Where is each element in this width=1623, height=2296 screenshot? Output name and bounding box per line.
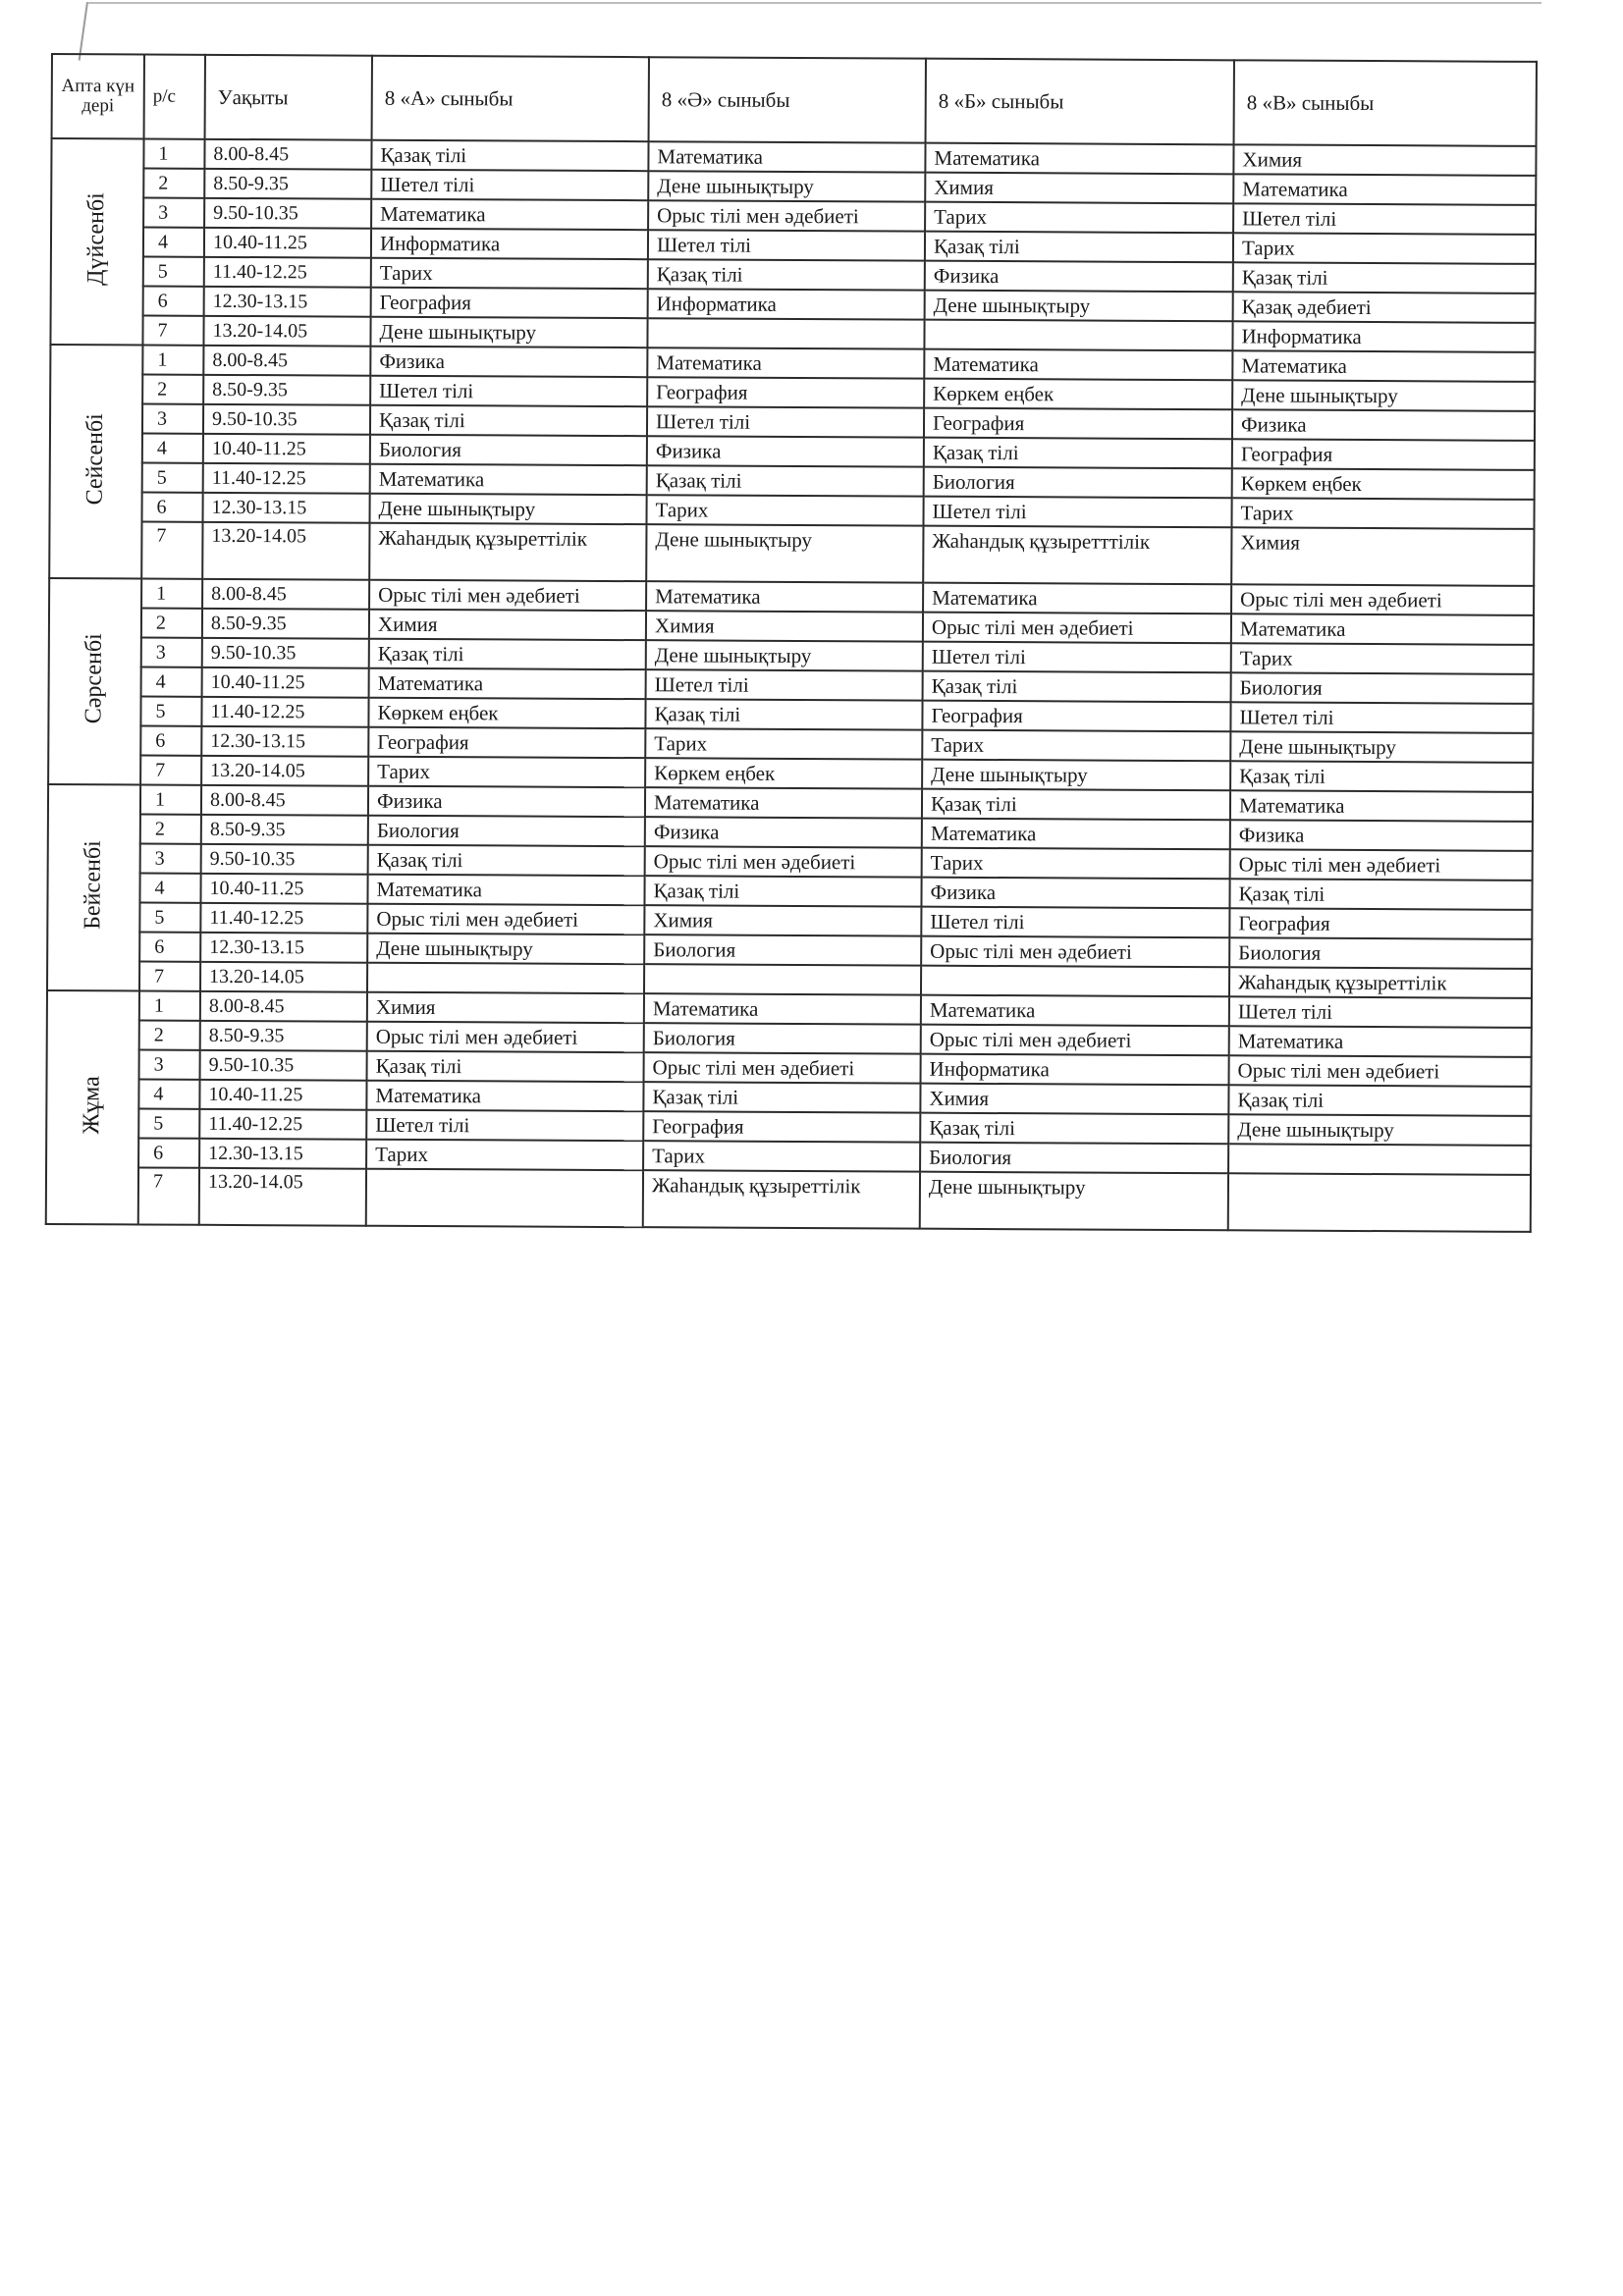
lesson-number: 5	[140, 696, 201, 725]
subject-8v: Жаһандық құзыреттілік	[1229, 967, 1532, 998]
subject-8a: Қазақ тілі	[367, 1051, 644, 1082]
subject-8a: Биология	[368, 816, 645, 846]
subject-8b: Дене шынықтыру	[922, 760, 1230, 791]
subject-8a: География	[368, 727, 645, 758]
weekday-label: Дүйсенбі	[82, 192, 110, 287]
subject-8a: Дене шынықтыру	[367, 934, 644, 964]
weekday-label: Сәрсенбі	[81, 633, 108, 724]
lesson-number: 3	[142, 403, 203, 433]
subject-8ae: Химия	[646, 611, 923, 641]
subject-8b: Биология	[920, 1143, 1228, 1174]
subject-8v: Орыс тілі мен әдебиеті	[1230, 849, 1533, 881]
lesson-number: 3	[140, 843, 201, 873]
subject-8a: Шетел тілі	[366, 1110, 643, 1141]
lesson-time: 8.50-9.35	[203, 375, 370, 405]
lesson-number: 7	[142, 315, 203, 345]
weekday-cell	[48, 578, 141, 784]
subject-8a: Орыс тілі мен әдебиеті	[367, 1022, 644, 1052]
subject-8b: Қазақ тілі	[922, 789, 1230, 821]
subject-8v: Қазақ тілі	[1230, 761, 1533, 792]
subject-8ae: География	[647, 377, 924, 407]
lesson-time: 10.40-11.25	[199, 1080, 366, 1110]
lesson-number: 6	[139, 932, 200, 961]
subject-8b: Биология	[924, 467, 1232, 499]
subject-8v: Орыс тілі мен әдебиеті	[1231, 584, 1534, 615]
subject-8a: Дене шынықтыру	[370, 317, 647, 347]
lesson-time: 10.40-11.25	[202, 667, 369, 698]
lesson-row	[46, 1167, 1531, 1232]
subject-8b: Шетел тілі	[923, 642, 1231, 673]
subject-8a: Биология	[370, 435, 647, 465]
subject-8ae: Биология	[644, 934, 921, 965]
header-class-8v: 8 «В» сыныбы	[1234, 60, 1537, 146]
header-lesson-number: р/с	[144, 54, 205, 138]
subject-8ae: Тарих	[646, 495, 923, 525]
header-time: Уақыты	[205, 55, 372, 140]
subject-8a: Математика	[370, 464, 647, 495]
subject-8ae	[647, 318, 924, 348]
subject-8a: Математика	[371, 199, 648, 230]
subject-8a: Жаһандық құзыреттілік	[369, 523, 646, 581]
lesson-time: 8.00-8.45	[204, 139, 371, 170]
lesson-number: 3	[143, 197, 204, 227]
lesson-time: 12.30-13.15	[204, 287, 371, 317]
subject-8ae: Көркем еңбек	[645, 758, 922, 788]
subject-8a: Химия	[369, 610, 646, 640]
schedule-table	[45, 53, 1538, 1233]
subject-8b: Жаһандық құзыретттілік	[923, 526, 1231, 585]
weekday-label: Жұма	[79, 1075, 105, 1135]
subject-8ae: Биология	[644, 1023, 921, 1053]
subject-8b: География	[924, 408, 1232, 440]
subject-8b: Математика	[925, 143, 1233, 175]
lesson-time: 13.20-14.05	[200, 962, 367, 992]
subject-8ae: Математика	[644, 993, 921, 1024]
subject-8a: Көркем еңбек	[368, 698, 645, 728]
subject-8ae: Орыс тілі мен әдебиеті	[644, 1052, 921, 1083]
lesson-number: 7	[139, 961, 200, 990]
lesson-time: 13.20-14.05	[201, 756, 368, 786]
header-row	[52, 54, 1537, 146]
subject-8v: Биология	[1231, 672, 1534, 704]
lesson-number: 4	[141, 667, 202, 696]
subject-8a: География	[371, 288, 648, 318]
subject-8v: Информатика	[1232, 321, 1535, 352]
subject-8v: География	[1232, 439, 1535, 470]
lesson-number: 3	[141, 637, 202, 667]
lesson-number: 7	[138, 1167, 199, 1224]
lesson-time: 10.40-11.25	[204, 228, 371, 258]
weekday-label: Сейсенбі	[81, 413, 109, 506]
subject-8v: Көркем еңбек	[1232, 468, 1535, 500]
header-class-8ae: 8 «Ә» сыныбы	[649, 57, 926, 142]
subject-8ae: Қазақ тілі	[647, 465, 924, 496]
subject-8v: Химия	[1233, 144, 1536, 176]
lesson-time: 10.40-11.25	[203, 434, 370, 464]
subject-8v: Шетел тілі	[1230, 702, 1533, 733]
subject-8v: Математика	[1229, 1026, 1532, 1057]
lesson-time: 9.50-10.35	[203, 404, 370, 435]
subject-8ae: Дене шынықтыру	[646, 640, 923, 670]
lesson-number: 4	[143, 227, 204, 256]
lesson-number: 5	[143, 256, 204, 286]
lesson-number: 6	[143, 286, 204, 315]
subject-8a: Тарих	[366, 1140, 643, 1170]
scan-edge-left	[79, 2, 88, 61]
subject-8ae: Шетел тілі	[648, 230, 925, 260]
subject-8v: Шетел тілі	[1229, 996, 1532, 1028]
subject-8b: Математика	[922, 819, 1230, 850]
subject-8v: Тарих	[1231, 498, 1534, 529]
lesson-time: 12.30-13.15	[200, 933, 367, 963]
subject-8a: Химия	[367, 992, 644, 1023]
subject-8a: Қазақ тілі	[368, 845, 645, 876]
lesson-number: 2	[142, 374, 203, 403]
lesson-number: 3	[139, 1049, 200, 1079]
lesson-time: 11.40-12.25	[199, 1109, 366, 1140]
subject-8b: Дене шынықтыру	[920, 1172, 1228, 1231]
subject-8a	[366, 1169, 643, 1227]
subject-8a: Информатика	[371, 229, 648, 259]
lesson-number: 5	[139, 902, 200, 932]
lesson-time: 9.50-10.35	[202, 638, 369, 668]
subject-8v: География	[1229, 908, 1532, 939]
subject-8b	[921, 966, 1229, 997]
subject-8a: Математика	[366, 1081, 643, 1111]
lesson-time: 9.50-10.35	[200, 1050, 367, 1081]
lesson-time: 8.50-9.35	[201, 815, 368, 845]
subject-8ae: Математика	[647, 347, 924, 378]
subject-8v: Қазақ тілі	[1233, 262, 1536, 294]
lesson-time: 13.20-14.05	[199, 1168, 366, 1226]
subject-8ae: Қазақ тілі	[644, 876, 921, 906]
subject-8a: Орыс тілі мен әдебиеті	[367, 904, 644, 934]
subject-8a: Физика	[370, 347, 647, 377]
subject-8ae: Информатика	[648, 289, 925, 319]
weekday-label: Бейсенбі	[80, 840, 107, 931]
subject-8a: Орыс тілі мен әдебиеті	[369, 580, 646, 611]
subject-8b: Тарих	[925, 202, 1233, 234]
subject-8b: Шетел тілі	[923, 497, 1231, 528]
subject-8b: Математика	[923, 583, 1231, 614]
subject-8b: Орыс тілі мен әдебиеті	[921, 936, 1229, 968]
subject-8v	[1228, 1173, 1531, 1232]
subject-8v: Орыс тілі мен әдебиеті	[1229, 1055, 1532, 1087]
schedule-document	[45, 53, 1536, 1233]
lesson-time: 11.40-12.25	[203, 463, 370, 494]
subject-8v: Дене шынықтыру	[1228, 1114, 1531, 1146]
lesson-number: 7	[140, 755, 201, 784]
subject-8a: Тарих	[371, 258, 648, 289]
subject-8ae: Дене шынықтыру	[646, 524, 923, 582]
subject-8v	[1228, 1144, 1531, 1175]
weekday-cell	[49, 345, 142, 578]
subject-8b: Шетел тілі	[921, 907, 1229, 938]
subject-8ae: Физика	[645, 817, 922, 847]
subject-8b: Қазақ тілі	[925, 232, 1233, 263]
lesson-row	[49, 521, 1534, 586]
lesson-number: 1	[143, 138, 204, 168]
weekday-cell	[47, 784, 140, 990]
subject-8ae: Дене шынықтыру	[648, 171, 925, 201]
subject-8b: Қазақ тілі	[923, 671, 1231, 703]
subject-8ae: Тарих	[645, 728, 922, 759]
lesson-number: 7	[141, 521, 202, 578]
lesson-number: 2	[143, 168, 204, 197]
subject-8v: Қазақ тілі	[1229, 879, 1532, 910]
schedule-body	[46, 138, 1537, 1232]
subject-8v: Қазақ тілі	[1228, 1085, 1531, 1116]
subject-8ae: Орыс тілі мен әдебиеті	[645, 846, 922, 877]
subject-8v: Шетел тілі	[1233, 203, 1536, 235]
lesson-time: 8.50-9.35	[200, 1021, 367, 1051]
lesson-time: 11.40-12.25	[204, 257, 371, 288]
lesson-number: 6	[140, 725, 201, 755]
lesson-number: 2	[139, 1020, 200, 1049]
subject-8a: Қазақ тілі	[369, 639, 646, 669]
subject-8a: Қазақ тілі	[370, 405, 647, 436]
lesson-time: 8.00-8.45	[202, 579, 369, 610]
lesson-number: 6	[142, 492, 203, 521]
subject-8b: Тарих	[922, 848, 1230, 880]
subject-8b: Орыс тілі мен әдебиеті	[923, 613, 1231, 644]
subject-8ae: Шетел тілі	[646, 669, 923, 700]
subject-8b: Информатика	[921, 1054, 1229, 1086]
lesson-time: 8.50-9.35	[204, 169, 371, 199]
lesson-number: 2	[141, 608, 202, 637]
subject-8b: Химия	[925, 173, 1233, 204]
subject-8b: Қазақ тілі	[920, 1113, 1228, 1145]
subject-8v: Тарих	[1233, 233, 1536, 264]
subject-8v: Биология	[1229, 937, 1532, 969]
lesson-number: 4	[139, 873, 200, 902]
lesson-number: 2	[140, 814, 201, 843]
subject-8a: Физика	[368, 786, 645, 817]
lesson-number: 6	[138, 1138, 199, 1167]
subject-8v: Математика	[1233, 174, 1536, 205]
subject-8v: Тарих	[1231, 643, 1534, 674]
subject-8ae: Қазақ тілі	[643, 1082, 920, 1112]
subject-8b: Математика	[924, 349, 1232, 381]
subject-8b: Физика	[925, 261, 1233, 293]
subject-8b: География	[922, 701, 1230, 732]
subject-8v: Химия	[1231, 527, 1534, 586]
subject-8a: Математика	[367, 875, 644, 905]
subject-8ae: География	[643, 1111, 920, 1142]
subject-8ae: Физика	[647, 436, 924, 466]
subject-8a	[367, 963, 644, 993]
subject-8ae: Тарих	[643, 1141, 920, 1171]
subject-8ae: Жаһандық құзыреттілік	[643, 1170, 920, 1228]
subject-8b: Орыс тілі мен әдебиеті	[921, 1025, 1229, 1056]
subject-8v: Дене шынықтыру	[1230, 731, 1533, 763]
lesson-time: 12.30-13.15	[201, 726, 368, 757]
lesson-time: 11.40-12.25	[201, 697, 368, 727]
lesson-time: 10.40-11.25	[200, 874, 367, 904]
lesson-time: 12.30-13.15	[203, 493, 370, 523]
subject-8a: Математика	[369, 668, 646, 699]
lesson-time: 13.20-14.05	[203, 316, 370, 347]
lesson-time: 8.50-9.35	[202, 609, 369, 639]
lesson-time: 12.30-13.15	[199, 1139, 366, 1169]
header-class-8a: 8 «А» сыныбы	[372, 56, 649, 141]
subject-8a: Дене шынықтыру	[369, 494, 646, 524]
weekday-cell	[46, 990, 139, 1224]
subject-8ae: Математика	[645, 787, 922, 818]
subject-8v: Физика	[1232, 409, 1535, 441]
scan-edge-top	[88, 2, 1542, 4]
subject-8a: Шетел тілі	[370, 376, 647, 406]
subject-8a: Қазақ тілі	[371, 140, 648, 171]
subject-8b	[924, 320, 1232, 351]
subject-8v: Математика	[1231, 614, 1534, 645]
lesson-time: 13.20-14.05	[202, 522, 369, 580]
lesson-time: 8.00-8.45	[201, 785, 368, 816]
lesson-number: 5	[138, 1108, 199, 1138]
lesson-number: 1	[142, 345, 203, 374]
lesson-time: 9.50-10.35	[204, 198, 371, 229]
subject-8a: Тарих	[368, 757, 645, 787]
subject-8b: Физика	[921, 878, 1229, 909]
subject-8v: Қазақ әдебиеті	[1233, 292, 1536, 323]
subject-8b: Математика	[921, 995, 1229, 1027]
subject-8ae: Орыс тілі мен әдебиеті	[648, 200, 925, 231]
subject-8ae: Қазақ тілі	[645, 699, 922, 729]
subject-8b: Тарих	[922, 730, 1230, 762]
subject-8ae: Химия	[644, 905, 921, 935]
header-weekday: Апта күн дері	[52, 54, 144, 138]
lesson-time: 8.00-8.45	[200, 991, 367, 1022]
subject-8v: Математика	[1232, 350, 1535, 382]
subject-8b: Көркем еңбек	[924, 379, 1232, 410]
subject-8b: Химия	[920, 1084, 1228, 1115]
subject-8b: Дене шынықтыру	[925, 291, 1233, 322]
subject-8ae: Қазақ тілі	[648, 259, 925, 290]
lesson-number: 1	[140, 784, 201, 814]
lesson-time: 8.00-8.45	[203, 346, 370, 376]
subject-8v: Математика	[1230, 790, 1533, 822]
lesson-time: 11.40-12.25	[200, 903, 367, 934]
lesson-number: 1	[141, 578, 202, 608]
lesson-number: 1	[139, 990, 200, 1020]
header-class-8b: 8 «Б» сыныбы	[926, 59, 1234, 145]
weekday-cell	[50, 138, 143, 345]
subject-8ae: Математика	[648, 141, 925, 172]
subject-8ae: Математика	[646, 581, 923, 612]
lesson-number: 4	[142, 433, 203, 462]
subject-8a: Шетел тілі	[371, 170, 648, 200]
lesson-number: 4	[138, 1079, 199, 1108]
subject-8b: Қазақ тілі	[924, 438, 1232, 469]
lesson-number: 5	[142, 462, 203, 492]
subject-8v: Дене шынықтыру	[1232, 380, 1535, 411]
subject-8ae: Шетел тілі	[647, 406, 924, 437]
subject-8v: Физика	[1230, 820, 1533, 851]
lesson-time: 9.50-10.35	[201, 844, 368, 875]
subject-8ae	[644, 964, 921, 994]
